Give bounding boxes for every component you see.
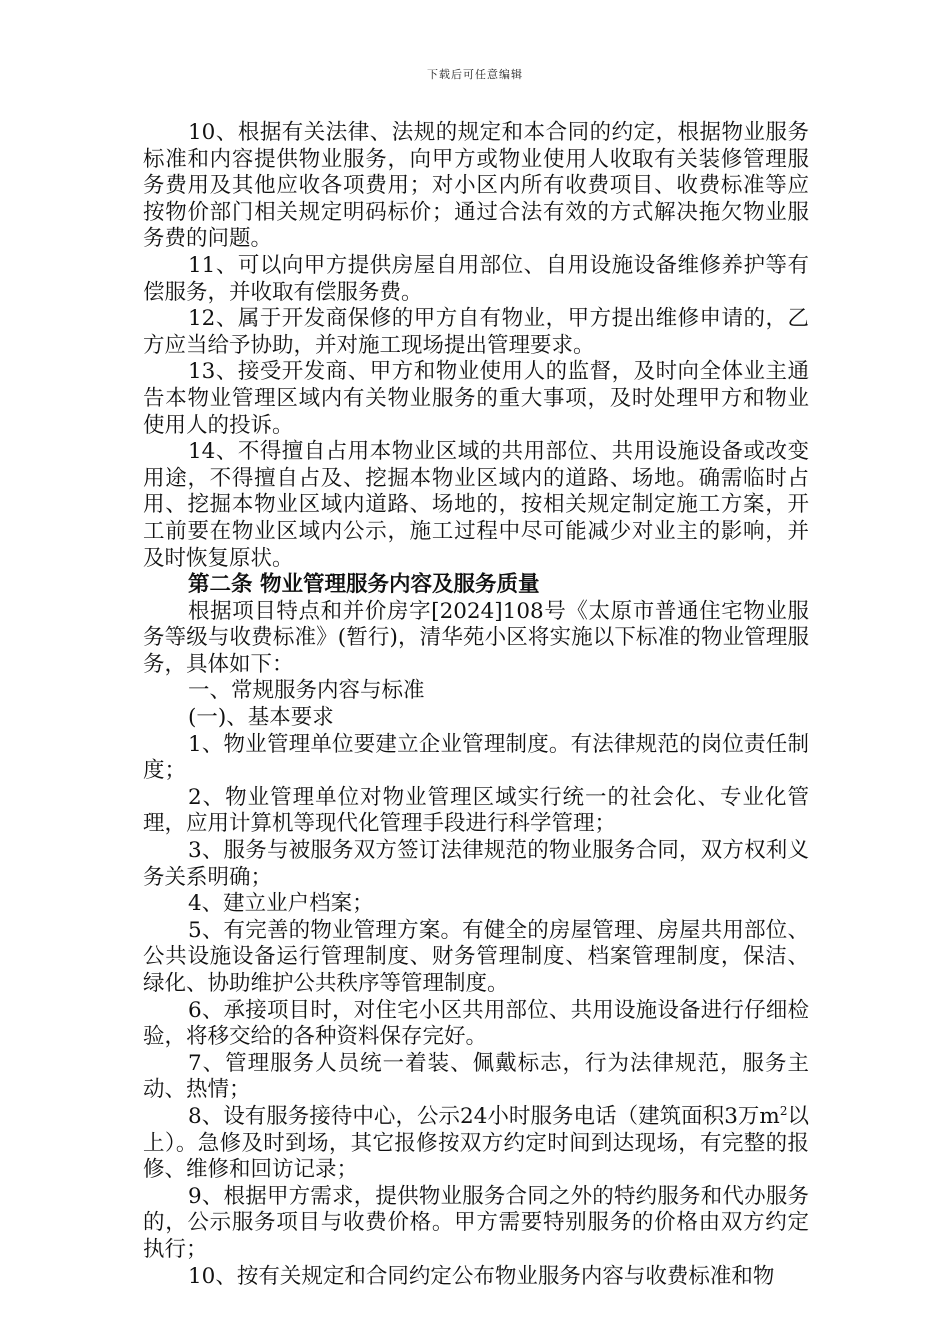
article-heading: 第二条 物业管理服务内容及服务质量	[188, 572, 540, 598]
clause-paragraph: 12、属于开发商保修的甲方自有物业，甲方提出维修申请的，乙方应当给予协助，并对施工现场提出管理要求。	[143, 306, 809, 358]
requirement-paragraph: 4、建立业户档案；	[188, 891, 374, 917]
requirement-paragraph: 1、物业管理单位要建立企业管理制度。有法律规范的岗位责任制度；	[143, 731, 809, 784]
clause-paragraph: 11、可以向甲方提供房屋自用部位、自用设施设备维修养护等有偿服务，并收取有偿服务费。	[143, 252, 809, 305]
section-heading: 一、常规服务内容与标准	[188, 678, 425, 704]
requirement-paragraph: 2、物业管理单位对物业管理区域实行统一的社会化、专业化管理，应用计算机等现代化管理手段进行科学管理；	[143, 784, 809, 837]
requirement-paragraph: 3、服务与被服务双方签订法律规范的物业服务合同，双方权利义务关系明确；	[143, 838, 809, 890]
requirement-paragraph: 9、根据甲方需求，提供物业服务合同之外的特约服务和代办服务的，公示服务项目与收费价格。甲方需要特别服务的价格由双方约定执行；	[143, 1183, 809, 1262]
document-body	[143, 120, 809, 1290]
requirement-paragraph: 7、管理服务人员统一着装、佩戴标志，行为法律规范，服务主动、热情；	[143, 1050, 809, 1103]
page-header: 下载后可任意编辑	[427, 68, 523, 81]
clause-paragraph: 14、不得擅自占用本物业区域的共用部位、共用设施设备或改变用途，不得擅自占及、挖掘本物业区域内的道路、场地。确需临时占用、挖掘本物业区域内道路、场地的，按相关规定制定施工方案，开工前要在物业区域内公示，施工过程中尽可能减少对业主的影响，并及时恢复原状。	[143, 439, 809, 571]
requirement-text-part: 以上）。急修及时到场，其它报修按双方约定时间到达现场，有完整的报修、维修和回访记录；	[143, 1103, 809, 1183]
clause-paragraph: 10、根据有关法律、法规的规定和本合同的约定，根据物业服务标准和内容提供物业服务，向甲方或物业使用人收取有关装修管理服务费用及其他应收各项费用；对小区内所有收费项目、收费标准等应按物价部门相关规定明码标价；通过合法有效的方式解决拖欠物业服务费的问题。	[143, 120, 809, 252]
clause-paragraph: 13、接受开发商、甲方和物业使用人的监督，及时向全体业主通告本物业管理区域内有关物业服务的重大事项，及时处理甲方和物业使用人的投诉。	[143, 359, 809, 438]
requirement-text-part: 8、设有服务接待中心，公示24小时服务电话（建筑面积3万m	[188, 1103, 780, 1129]
requirement-paragraph: 5、有完善的物业管理方案。有健全的房屋管理、房屋共用部位、公共设施设备运行管理制度、财务管理制度、档案管理制度，保洁、绿化、协助维护公共秩序等管理制度。	[143, 917, 809, 996]
requirement-paragraph: 6、承接项目时，对住宅小区共用部位、共用设施设备进行仔细检验，将移交给的各种资料保存完好。	[143, 997, 809, 1050]
requirement-paragraph: 10、按有关规定和合同约定公布物业服务内容与收费标准和物	[188, 1263, 775, 1289]
intro-paragraph: 根据项目特点和并价房字[2024]108号《太原市普通住宅物业服务等级与收费标准》(暂行)，清华苑小区将实施以下标准的物业管理服务，具体如下：	[143, 598, 809, 677]
subsection-heading: (一)、基本要求	[188, 705, 334, 731]
superscript-two: 2	[779, 1103, 788, 1118]
requirement-paragraph	[143, 1104, 809, 1184]
